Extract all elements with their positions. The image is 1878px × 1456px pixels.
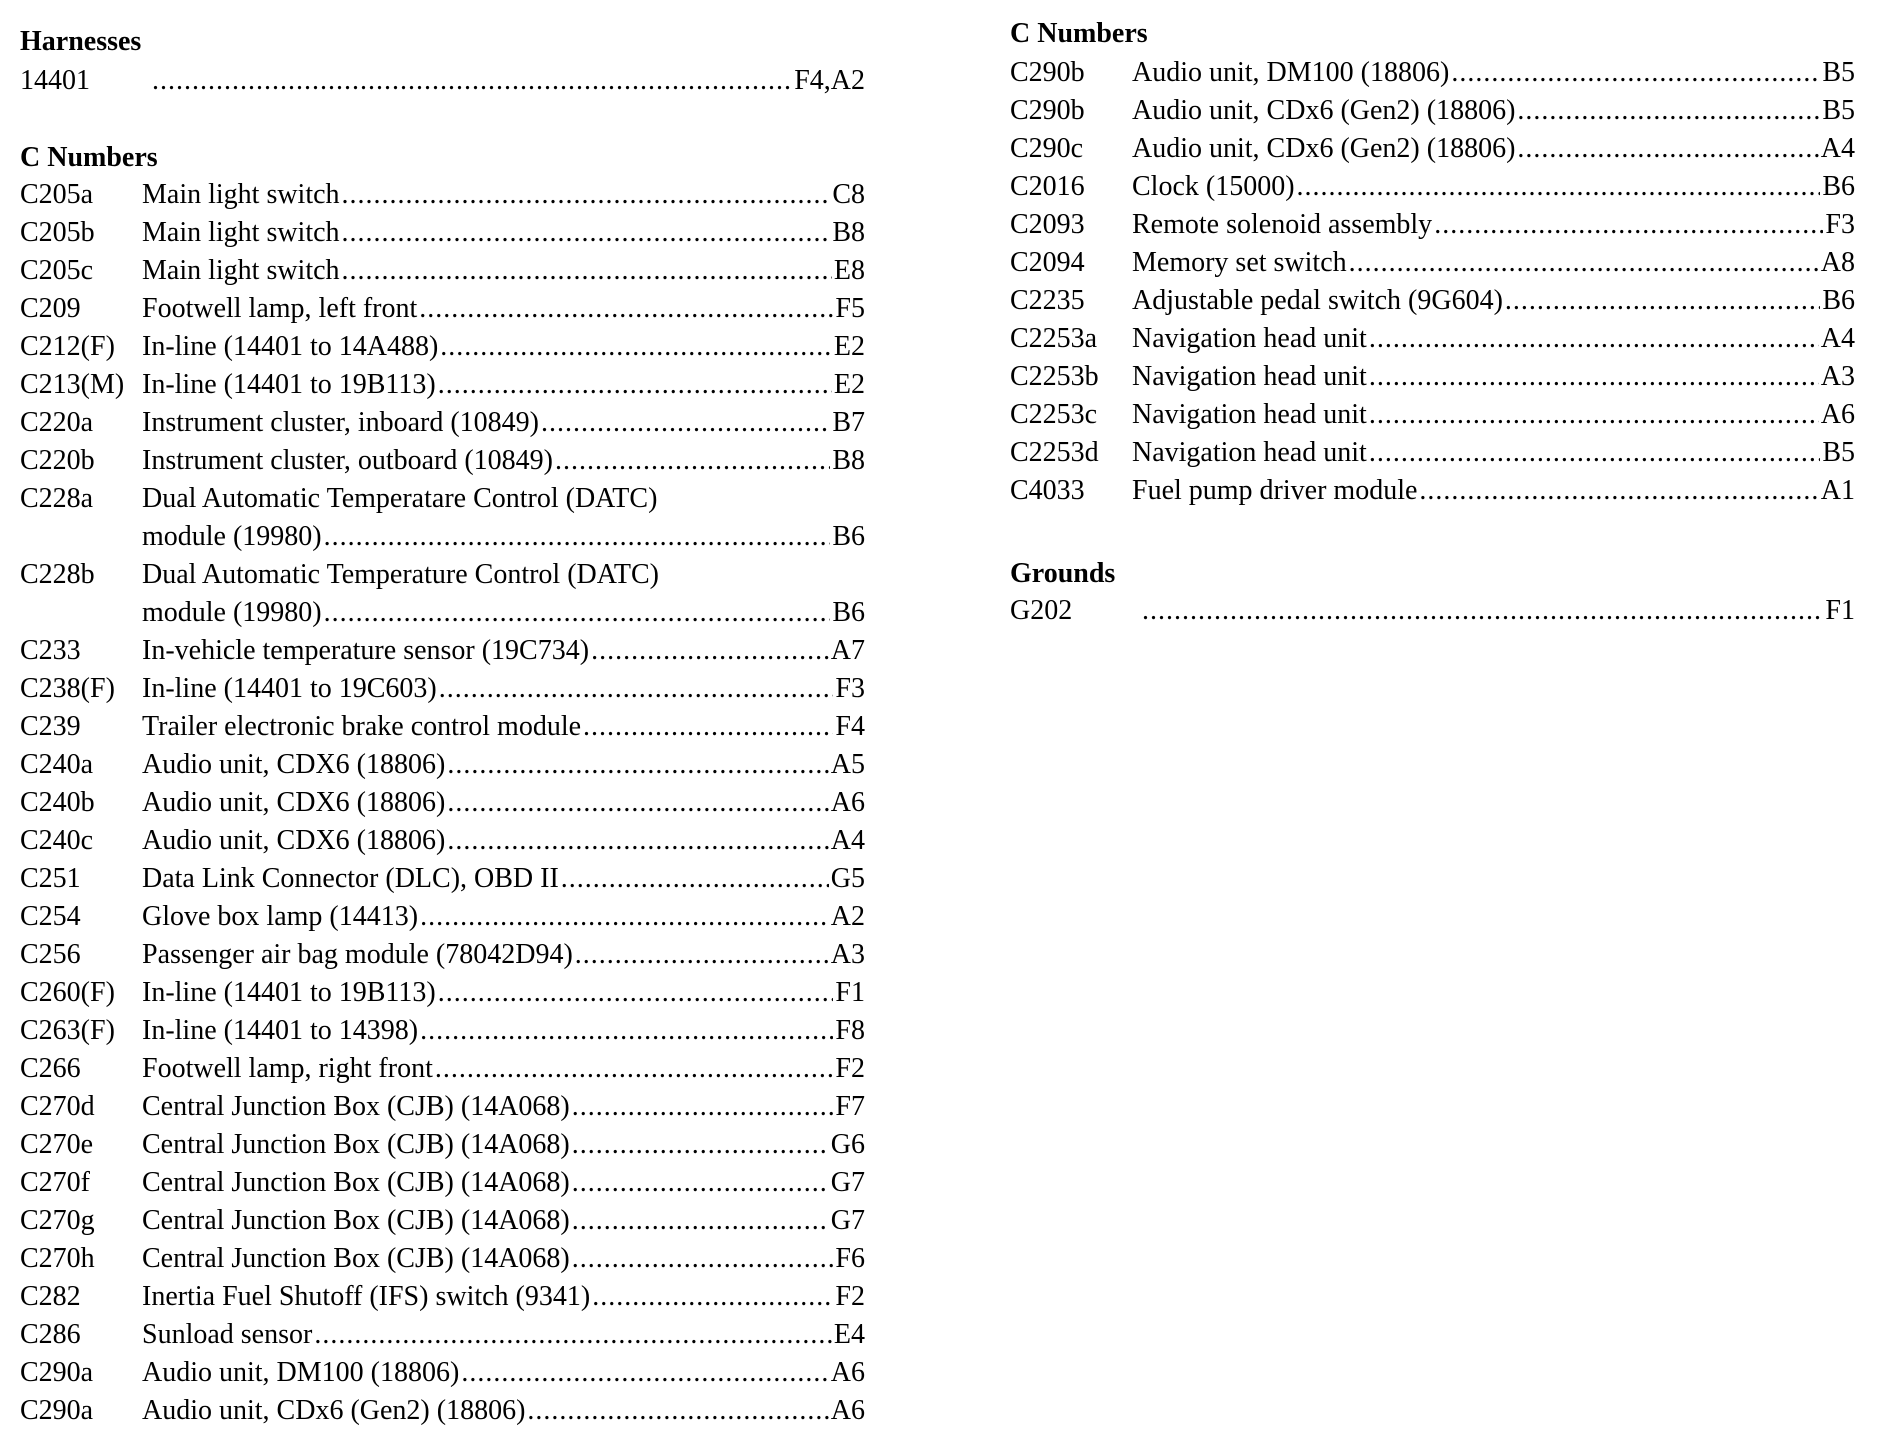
entry-grid-location: A6 [830, 787, 865, 818]
entry-description: Central Junction Box (CJB) (14A068) [142, 1243, 570, 1274]
entry-code: C290a [20, 1395, 94, 1426]
entry-description: Glove box lamp (14413) [142, 901, 419, 932]
entry-line [142, 1240, 865, 1278]
dot-leader [438, 366, 832, 404]
dot-leader [1349, 244, 1819, 282]
index-entry [20, 290, 865, 328]
entry-line [1132, 472, 1855, 510]
entry-description: Instrument cluster, inboard (10849) [142, 407, 540, 438]
entry-code: C290b [1010, 57, 1085, 88]
entry-code: C256 [20, 939, 81, 970]
entry-description: Dual Automatic Temperature Control (DATC) [142, 559, 659, 590]
entry-line [142, 442, 865, 480]
entry-code: C270e [20, 1129, 94, 1160]
dot-leader [527, 1392, 828, 1430]
entry-code: C233 [20, 635, 81, 666]
entry-grid-location: F2 [835, 1281, 865, 1312]
entry-line [1132, 130, 1855, 168]
entry-description: In-line (14401 to 19B113) [142, 977, 436, 1008]
entry-grid-location: A1 [1820, 475, 1855, 506]
index-entry [20, 62, 865, 100]
entry-description: Audio unit, CDx6 (Gen2) (18806) [142, 1395, 526, 1426]
dot-leader [324, 594, 831, 632]
entry-description: Main light switch [142, 179, 340, 210]
entry-code: 14401 [20, 65, 90, 96]
entry-grid-location: A6 [830, 1357, 865, 1388]
entry-description: Dual Automatic Temperatare Control (DATC) [142, 483, 658, 514]
entry-grid-location: F1 [1825, 595, 1855, 626]
entry-code: C254 [20, 901, 81, 932]
entry-code: C205a [20, 179, 94, 210]
dot-leader [435, 1050, 834, 1088]
index-entry [20, 1316, 865, 1354]
index-entry [20, 822, 865, 860]
entry-code: C209 [20, 293, 81, 324]
entry-grid-location: A6 [1820, 399, 1855, 430]
entry-description: Audio unit, CDx6 (Gen2) (18806) [1132, 133, 1516, 164]
entry-code: C2094 [1010, 247, 1085, 278]
entry-line [142, 366, 865, 404]
entry-code: C2253b [1010, 361, 1099, 392]
entry-description: In-line (14401 to 14A488) [142, 331, 439, 362]
entry-line [142, 822, 865, 860]
entry-description: Main light switch [142, 255, 340, 286]
entry-grid-location: C8 [832, 179, 865, 210]
entry-grid-location: B5 [1822, 95, 1855, 126]
c-numbers-heading-left: C Numbers [20, 142, 158, 173]
index-entry [1010, 282, 1855, 320]
entry-grid-location: G7 [830, 1167, 865, 1198]
dot-leader [447, 746, 828, 784]
index-entry [20, 1240, 865, 1278]
entry-description: Audio unit, CDX6 (18806) [142, 825, 446, 856]
index-entry [20, 898, 865, 936]
entry-description: Passenger air bag module (78042D94) [142, 939, 573, 970]
entry-line [142, 898, 865, 936]
entry-line [142, 784, 865, 822]
entry-description: Adjustable pedal switch (9G604) [1132, 285, 1503, 316]
entry-code: C240a [20, 749, 94, 780]
entry-description: In-line (14401 to 19C603) [142, 673, 437, 704]
entry-grid-location: F2 [835, 1053, 865, 1084]
dot-leader [314, 1316, 832, 1354]
entry-code: C270f [20, 1167, 90, 1198]
entry-code: C290c [1010, 133, 1084, 164]
index-entry [1010, 358, 1855, 396]
dot-leader [572, 1088, 834, 1126]
entry-description: Audio unit, CDX6 (18806) [142, 749, 446, 780]
entry-line [1132, 92, 1855, 130]
entry-code: C205b [20, 217, 95, 248]
entry-line [142, 1088, 865, 1126]
entry-description: Main light switch [142, 217, 340, 248]
dot-leader [420, 898, 829, 936]
dot-leader [342, 252, 832, 290]
entry-line [142, 176, 865, 214]
entry-code: C240c [20, 825, 94, 856]
entry-grid-location: G7 [830, 1205, 865, 1236]
entry-grid-location: B8 [832, 445, 865, 476]
entry-code: C239 [20, 711, 81, 742]
entry-description: Audio unit, CDX6 (18806) [142, 787, 446, 818]
entry-code: C2016 [1010, 171, 1085, 202]
entry-grid-location: B5 [1822, 57, 1855, 88]
entry-code: C228b [20, 559, 95, 590]
index-entry [1010, 244, 1855, 282]
entry-line [142, 252, 865, 290]
entry-code: C238(F) [20, 673, 115, 704]
dot-leader [1369, 434, 1820, 472]
entry-grid-location: E4 [833, 1319, 865, 1350]
dot-leader [561, 860, 829, 898]
entry-description: Sunload sensor [142, 1319, 313, 1350]
index-entry [20, 442, 865, 480]
index-entry [20, 974, 865, 1012]
c-numbers-heading-right: C Numbers [1010, 18, 1148, 49]
entry-grid-location: B6 [1822, 285, 1855, 316]
entry-line [1132, 396, 1855, 434]
entry-grid-location: A2 [830, 901, 865, 932]
entry-line [142, 860, 865, 898]
dot-leader [1451, 54, 1820, 92]
entry-grid-location: F6 [835, 1243, 865, 1274]
entry-description: Audio unit, CDx6 (Gen2) (18806) [1132, 95, 1516, 126]
entry-description: Audio unit, DM100 (18806) [1132, 57, 1450, 88]
entry-grid-location: F3 [1825, 209, 1855, 240]
entry-grid-location: B6 [832, 597, 865, 628]
entry-code: C2253a [1010, 323, 1098, 354]
entry-line [142, 1354, 865, 1392]
dot-leader [439, 670, 834, 708]
index-entry [20, 1354, 865, 1392]
entry-description-continued: module (19980) [142, 597, 322, 628]
entry-line [142, 328, 865, 366]
index-entry [1010, 434, 1855, 472]
entry-description: In-vehicle temperature sensor (19C734) [142, 635, 590, 666]
entry-description: Inertia Fuel Shutoff (IFS) switch (9341) [142, 1281, 591, 1312]
entry-code: C4033 [1010, 475, 1085, 506]
index-entry [20, 936, 865, 974]
dot-leader [461, 1354, 828, 1392]
index-entry [20, 1012, 865, 1050]
entry-grid-location: A5 [830, 749, 865, 780]
dot-leader [438, 974, 834, 1012]
entry-description: Audio unit, DM100 (18806) [142, 1357, 460, 1388]
index-entry [1010, 130, 1855, 168]
entry-code: C270g [20, 1205, 95, 1236]
entry-description: Instrument cluster, outboard (10849) [142, 445, 554, 476]
dot-leader [447, 822, 828, 860]
entry-line [1132, 358, 1855, 396]
entry-grid-location: E8 [833, 255, 865, 286]
entry-description: Clock (15000) [1132, 171, 1295, 202]
entry-grid-location: A3 [1820, 361, 1855, 392]
entry-line [142, 936, 865, 974]
index-entry [20, 1392, 865, 1430]
entry-code: C228a [20, 483, 94, 514]
entry-line [1132, 244, 1855, 282]
entry-code: G202 [1010, 595, 1073, 626]
dot-leader [420, 1012, 833, 1050]
entry-description: Central Junction Box (CJB) (14A068) [142, 1129, 570, 1160]
entry-line [142, 1278, 865, 1316]
entry-code: C2253c [1010, 399, 1098, 430]
entry-line [1132, 282, 1855, 320]
index-entry [20, 366, 865, 404]
entry-description: Fuel pump driver module [1132, 475, 1418, 506]
entry-code: C290a [20, 1357, 94, 1388]
index-entry [20, 1164, 865, 1202]
entry-code: C205c [20, 255, 94, 286]
entry-grid-location: F4,A2 [794, 65, 865, 96]
entry-grid-location: B6 [1822, 171, 1855, 202]
entry-description: Footwell lamp, right front [142, 1053, 433, 1084]
entry-grid-location: F4 [835, 711, 865, 742]
entry-grid-location: B5 [1822, 437, 1855, 468]
entry-line-continued [142, 518, 865, 556]
entry-line-continued [142, 594, 865, 632]
dot-leader [1297, 168, 1821, 206]
dot-leader [555, 442, 830, 480]
index-entry [20, 746, 865, 784]
dot-leader [572, 1240, 834, 1278]
entry-description: Memory set switch [1132, 247, 1347, 278]
index-entry [1010, 396, 1855, 434]
dot-leader [591, 632, 829, 670]
dot-leader [1517, 130, 1818, 168]
entry-description: Central Junction Box (CJB) (14A068) [142, 1091, 570, 1122]
index-entry [20, 1050, 865, 1088]
entry-grid-location: F7 [835, 1091, 865, 1122]
dot-leader [583, 708, 833, 746]
entry-description: Remote solenoid assembly [1132, 209, 1433, 240]
index-entry [20, 176, 865, 214]
entry-line [150, 62, 865, 100]
entry-line [1132, 206, 1855, 244]
index-entry [20, 708, 865, 746]
entry-code: C260(F) [20, 977, 115, 1008]
entry-grid-location: F3 [835, 673, 865, 704]
index-entry [20, 404, 865, 442]
entry-description: In-line (14401 to 19B113) [142, 369, 436, 400]
entry-grid-location: B8 [832, 217, 865, 248]
entry-line [142, 556, 865, 594]
index-entry [20, 328, 865, 366]
index-entry [1010, 54, 1855, 92]
entry-line [1132, 54, 1855, 92]
entry-grid-location: F8 [835, 1015, 865, 1046]
dot-leader [342, 214, 831, 252]
entry-code: C220a [20, 407, 94, 438]
dot-leader [1434, 206, 1823, 244]
entry-line [142, 1012, 865, 1050]
entry-grid-location: A8 [1820, 247, 1855, 278]
entry-grid-location: A6 [830, 1395, 865, 1426]
index-entry [1010, 320, 1855, 358]
dot-leader [342, 176, 831, 214]
entry-line [1132, 434, 1855, 472]
entry-grid-location: E2 [833, 331, 865, 362]
entry-line [142, 1202, 865, 1240]
index-entry [20, 252, 865, 290]
entry-description: Footwell lamp, left front [142, 293, 418, 324]
dot-leader [1142, 592, 1823, 630]
entry-code: C2253d [1010, 437, 1099, 468]
index-entry [20, 1126, 865, 1164]
entry-code: C2235 [1010, 285, 1085, 316]
index-entry [20, 784, 865, 822]
entry-line [1132, 168, 1855, 206]
dot-leader [575, 936, 829, 974]
index-entry [1010, 206, 1855, 244]
entry-description: Trailer electronic brake control module [142, 711, 582, 742]
dot-leader [419, 290, 833, 328]
entry-line [142, 404, 865, 442]
dot-leader [324, 518, 831, 556]
entry-grid-location: A7 [830, 635, 865, 666]
dot-leader [1369, 396, 1819, 434]
entry-line [142, 1050, 865, 1088]
entry-code: C263(F) [20, 1015, 115, 1046]
entry-code: C270d [20, 1091, 95, 1122]
grounds-heading: Grounds [1010, 558, 1116, 589]
dot-leader [1517, 92, 1820, 130]
entry-description: In-line (14401 to 14398) [142, 1015, 419, 1046]
index-entry [20, 1202, 865, 1240]
dot-leader [1419, 472, 1818, 510]
entry-grid-location: F1 [835, 977, 865, 1008]
entry-code: C240b [20, 787, 95, 818]
index-entry [20, 860, 865, 898]
entry-line [142, 480, 865, 518]
index-entry [20, 1278, 865, 1316]
entry-line [1132, 320, 1855, 358]
entry-grid-location: G6 [830, 1129, 865, 1160]
entry-line [142, 290, 865, 328]
index-entry [20, 670, 865, 708]
dot-leader [572, 1126, 829, 1164]
entry-line [142, 670, 865, 708]
entry-description: Central Junction Box (CJB) (14A068) [142, 1167, 570, 1198]
entry-description: Navigation head unit [1132, 399, 1367, 430]
entry-grid-location: B6 [832, 521, 865, 552]
index-entry [1010, 472, 1855, 510]
dot-leader [541, 404, 830, 442]
index-entry [1010, 592, 1855, 630]
entry-code: C2093 [1010, 209, 1085, 240]
entry-code: C282 [20, 1281, 81, 1312]
index-entry [1010, 168, 1855, 206]
dot-leader [572, 1164, 829, 1202]
entry-line [142, 632, 865, 670]
index-entry [1010, 92, 1855, 130]
entry-description: Data Link Connector (DLC), OBD II [142, 863, 559, 894]
entry-description: Navigation head unit [1132, 323, 1367, 354]
entry-code: C212(F) [20, 331, 115, 362]
entry-code: C270h [20, 1243, 95, 1274]
entry-line [142, 746, 865, 784]
index-entry [20, 480, 865, 556]
entry-line [142, 214, 865, 252]
entry-code: C213(M) [20, 369, 125, 400]
entry-grid-location: E2 [833, 369, 865, 400]
dot-leader [1369, 358, 1819, 396]
entry-grid-location: B7 [832, 407, 865, 438]
index-entry [20, 1088, 865, 1126]
entry-line [142, 708, 865, 746]
dot-leader [572, 1202, 829, 1240]
dot-leader [1505, 282, 1820, 320]
entry-grid-location: G5 [830, 863, 865, 894]
index-entry [20, 556, 865, 632]
entry-code: C286 [20, 1319, 81, 1350]
dot-leader [447, 784, 828, 822]
entry-description: Navigation head unit [1132, 437, 1367, 468]
entry-code: C220b [20, 445, 95, 476]
entry-line [142, 1316, 865, 1354]
entry-grid-location: A4 [830, 825, 865, 856]
entry-line [142, 1126, 865, 1164]
entry-code: C251 [20, 863, 81, 894]
entry-grid-location: A4 [1820, 133, 1855, 164]
dot-leader [152, 62, 792, 100]
entry-description-continued: module (19980) [142, 521, 322, 552]
entry-line [142, 974, 865, 1012]
entry-code: C266 [20, 1053, 81, 1084]
index-entry [20, 214, 865, 252]
entry-description: Central Junction Box (CJB) (14A068) [142, 1205, 570, 1236]
entry-description: Navigation head unit [1132, 361, 1367, 392]
entry-grid-location: F5 [835, 293, 865, 324]
entry-grid-location: A3 [830, 939, 865, 970]
dot-leader [440, 328, 832, 366]
dot-leader [1369, 320, 1819, 358]
entry-line [142, 1392, 865, 1430]
entry-grid-location: A4 [1820, 323, 1855, 354]
dot-leader [592, 1278, 833, 1316]
entry-code: C290b [1010, 95, 1085, 126]
entry-line [1140, 592, 1855, 630]
entry-line [142, 1164, 865, 1202]
harnesses-heading: Harnesses [20, 26, 142, 57]
index-entry [20, 632, 865, 670]
